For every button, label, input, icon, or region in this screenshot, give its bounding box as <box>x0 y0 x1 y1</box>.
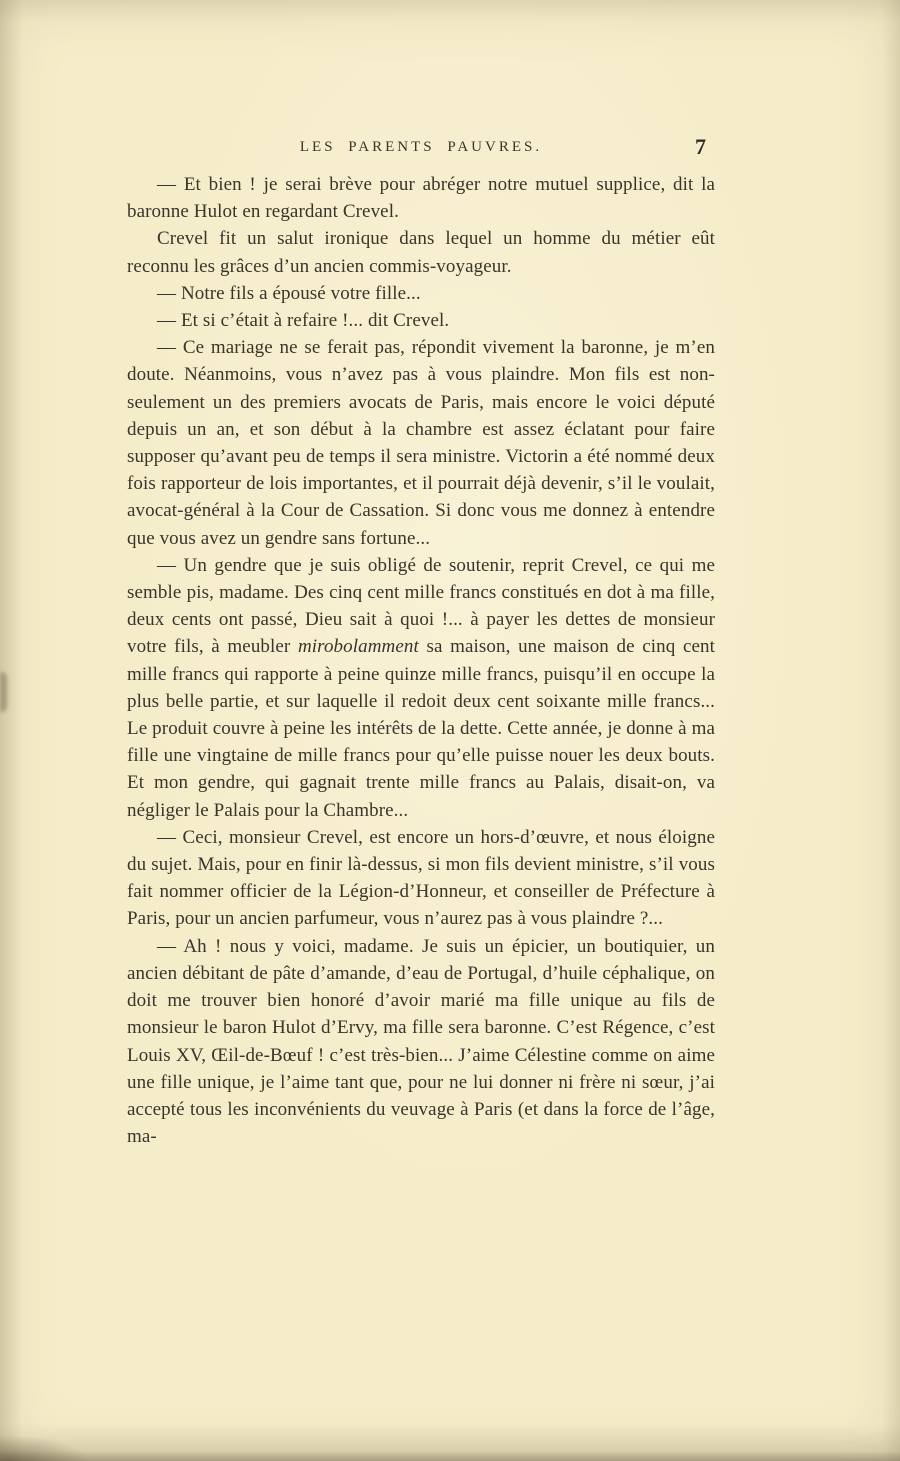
page-number: 7 <box>695 134 706 159</box>
paragraph <box>127 824 715 933</box>
paragraph-segment: Crevel fit un salut ironique dans lequel un homme du métier eût reconnu les grâces d’un ancien commis-voyageur. <box>127 228 715 277</box>
paragraph-segment: — Ce mariage ne se ferait pas, répondit vivement la baronne, je m’en doute. Néanmoins, vous n’avez pas à vous plaindre. Mon fils est non-seulement un des premiers avocats de Paris, mais encore le voici député depuis un an, et son début à la chambre est assez éclatant pour faire supposer qu’avant peu de temps il sera ministre. Victorin a été nommé deux fois rapporteur de lois importantes, et il pourrait déjà devenir, s’il le voulait, avocat-général à la Cour de Cassation. Si donc vous me donnez à entendre que vous avez un gendre sans fortune... <box>127 337 715 549</box>
paragraph <box>127 334 715 552</box>
paragraph-segment: sa maison, une maison de cinq cent mille francs qui rapporte à peine quinze mille francs, puisqu’il en occupe la plus belle partie, et sur laquelle il redoit deux cent soixante mille francs... Le produit couvre à peine les intérêts de la dette. Cette année, je donne à ma fille une vingtaine de mille francs pour qu’elle puisse nouer les deux bouts. Et mon gendre, qui gagnait trente mille francs au Palais, disait-on, va négliger le Palais pour la Chambre... <box>127 636 715 821</box>
paragraph <box>127 171 715 225</box>
paragraph-italic-segment: mirobolamment <box>297 636 419 658</box>
running-header <box>127 139 715 165</box>
scan-artifact <box>0 672 7 712</box>
text-block <box>127 171 715 1150</box>
paragraph-segment: — Un gendre que je suis obligé de soutenir, reprit Crevel, ce qui me semble pis, madame. Des cinq cent mille francs constitués en dot à ma fille, deux cents ont passé, Dieu sait à quoi !... à payer les dettes de monsieur votre fils, à meubler <box>127 554 715 658</box>
paragraph-segment: — Ah ! nous y voici, madame. Je suis un épicier, un boutiquier, un ancien débitant de pâte d’amande, d’eau de Portugal, d’huile céphalique, on doit me trouver bien honoré d’avoir marié ma fille unique au fils de monsieur le baron Hulot d’Ervy, ma fille sera baronne. C’est Régence, c’est Louis XV, Œil-de-Bœuf ! c’est très-bien... J’aime Célestine comme on aime une fille unique, je l’aime tant que, pour ne lui donner ni frère ni sœur, j’ai accepté tous les inconvénients du veuvage à Paris (et dans la force de l’âge, ma- <box>127 935 715 1148</box>
running-header-title: LES PARENTS PAUVRES. <box>299 139 543 155</box>
paragraph-segment: — Et bien ! je serai brève pour abréger notre mutuel supplice, dit la baronne Hulot en regardant Crevel. <box>127 174 715 223</box>
paragraph-segment: — Et si c’était à refaire !... dit Crevel. <box>157 310 450 332</box>
paragraph <box>127 307 715 334</box>
paragraph <box>127 933 715 1151</box>
paragraph <box>127 280 715 307</box>
paragraph-segment: — Ceci, monsieur Crevel, est encore un hors-d’œuvre, et nous éloigne du sujet. Mais, pour en finir là-dessus, si mon fils devient ministre, s’il vous fait nommer officier de la Légion-d’Honneur, et conseiller de Préfecture à Paris, pour un ancien parfumeur, vous n’aurez pas à vous plaindre ?... <box>127 826 715 930</box>
paragraph-segment: — Notre fils a épousé votre fille... <box>157 282 421 304</box>
paragraph <box>127 225 715 279</box>
scan-artifact <box>0 1451 900 1461</box>
paragraph <box>127 552 715 824</box>
